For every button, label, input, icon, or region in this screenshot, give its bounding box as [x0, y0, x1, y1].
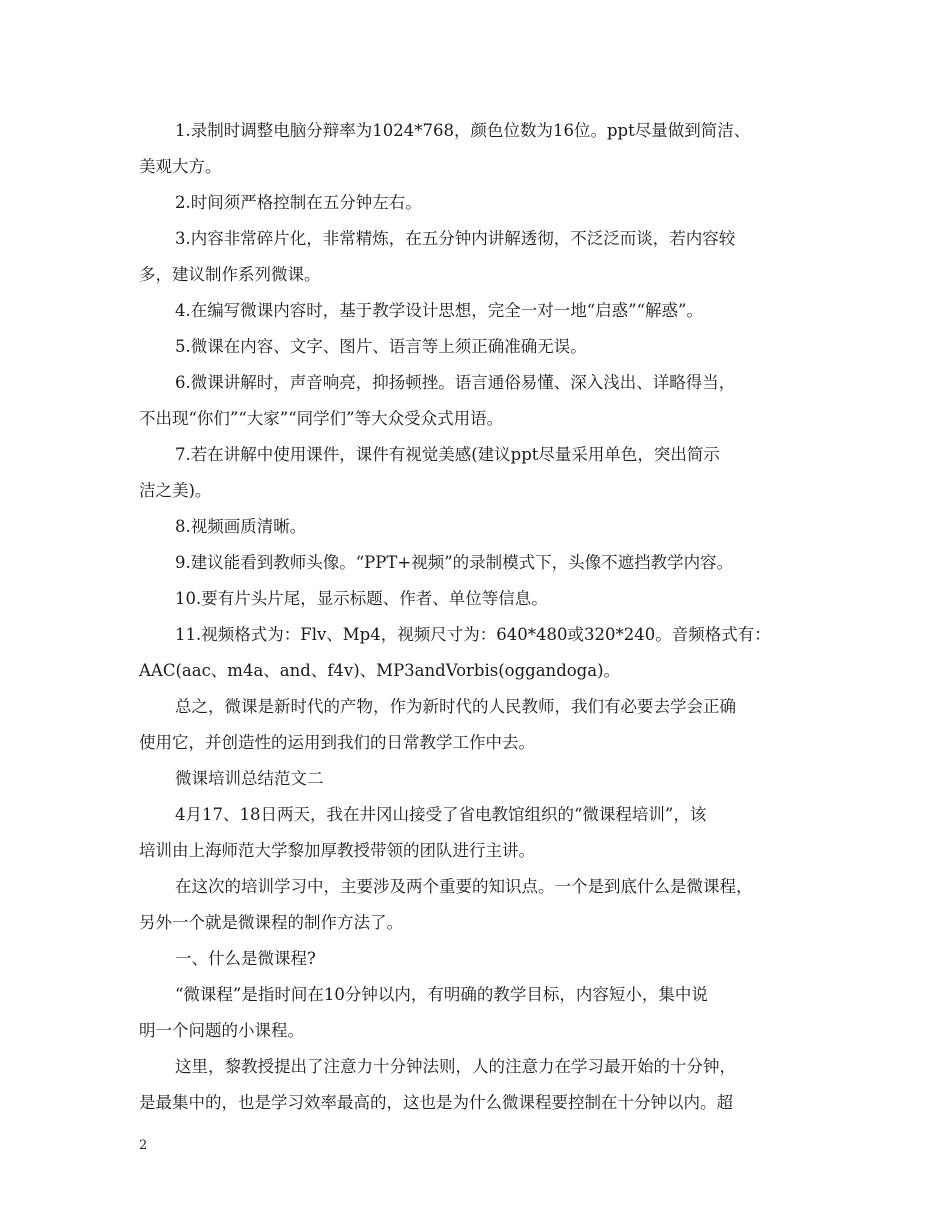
text-line: 这里，黎教授提出了注意力十分钟法则，人的注意力在学习最开始的十分钟，	[175, 1057, 736, 1076]
text-line: 美观大方。	[139, 157, 222, 176]
text-line: 5.微课在内容、文字、图片、语言等上须正确准确无误。	[175, 337, 587, 356]
text-line: “微课程”是指时间在10分钟以内，有明确的教学目标，内容短小，集中说	[175, 985, 708, 1004]
text-line: 培训由上海师范大学黎加厚教授带领的团队进行主讲。	[139, 841, 535, 860]
text-line: 8.视频画质清晰。	[175, 517, 307, 536]
text-line: 不出现“你们”“大家”“同学们”等大众受众式用语。	[139, 409, 504, 428]
text-line: 9.建议能看到教师头像。“PPT+视频”的录制模式下，头像不遮挡教学内容。	[175, 553, 734, 572]
text-line: 4.在编写微课内容时，基于教学设计思想，完全一对一地“启惑”“解惑”。	[175, 301, 703, 320]
text-line: 总之，微课是新时代的产物，作为新时代的人民教师，我们有必要去学会正确	[175, 697, 736, 716]
text-line: 4月17、18日两天，我在井冈山接受了省电教馆组织的“微课程培训”，该	[175, 805, 707, 824]
text-line: 洁之美)。	[139, 481, 212, 500]
text-line: 11.视频格式为：Flv、Mp4，视频尺寸为：640*480或320*240。音频格式有：	[175, 625, 771, 644]
text-line: 在这次的培训学习中，主要涉及两个重要的知识点。一个是到底什么是微课程，	[175, 877, 753, 896]
text-line: 10.要有片头片尾，显示标题、作者、单位等信息。	[175, 589, 548, 608]
text-line: 6.微课讲解时，声音响亮，抑扬顿挫。语言通俗易懂、深入浅出、详略得当，	[175, 373, 736, 392]
text-line: 微课培训总结范文二	[175, 769, 324, 788]
text-line: 一、什么是微课程?	[175, 949, 316, 968]
text-line: 7.若在讲解中使用课件，课件有视觉美感(建议ppt尽量采用单色，突出简示	[175, 445, 720, 464]
text-line: 另外一个就是微课程的制作方法了。	[139, 913, 403, 932]
text-line: 2.时间须严格控制在五分钟左右。	[175, 193, 422, 212]
text-line: 明一个问题的小课程。	[139, 1021, 304, 1040]
text-line: 1.录制时调整电脑分辩率为1024*768，颜色位数为16位。ppt尽量做到简洁、	[175, 121, 751, 140]
text-line: 多，建议制作系列微课。	[139, 265, 321, 284]
page-number: 2	[139, 1138, 148, 1153]
text-line: 3.内容非常碎片化，非常精炼，在五分钟内讲解透彻，不泛泛而谈，若内容较	[175, 229, 736, 248]
text-line: 是最集中的，也是学习效率最高的，这也是为什么微课程要控制在十分钟以内。超	[139, 1093, 733, 1112]
body-text	[139, 118, 829, 1126]
text-line: AAC(aac、m4a、and、f4v)、MP3andVorbis(oggandoga)。	[139, 661, 621, 680]
text-line: 使用它，并创造性的运用到我们的日常教学工作中去。	[139, 733, 535, 752]
